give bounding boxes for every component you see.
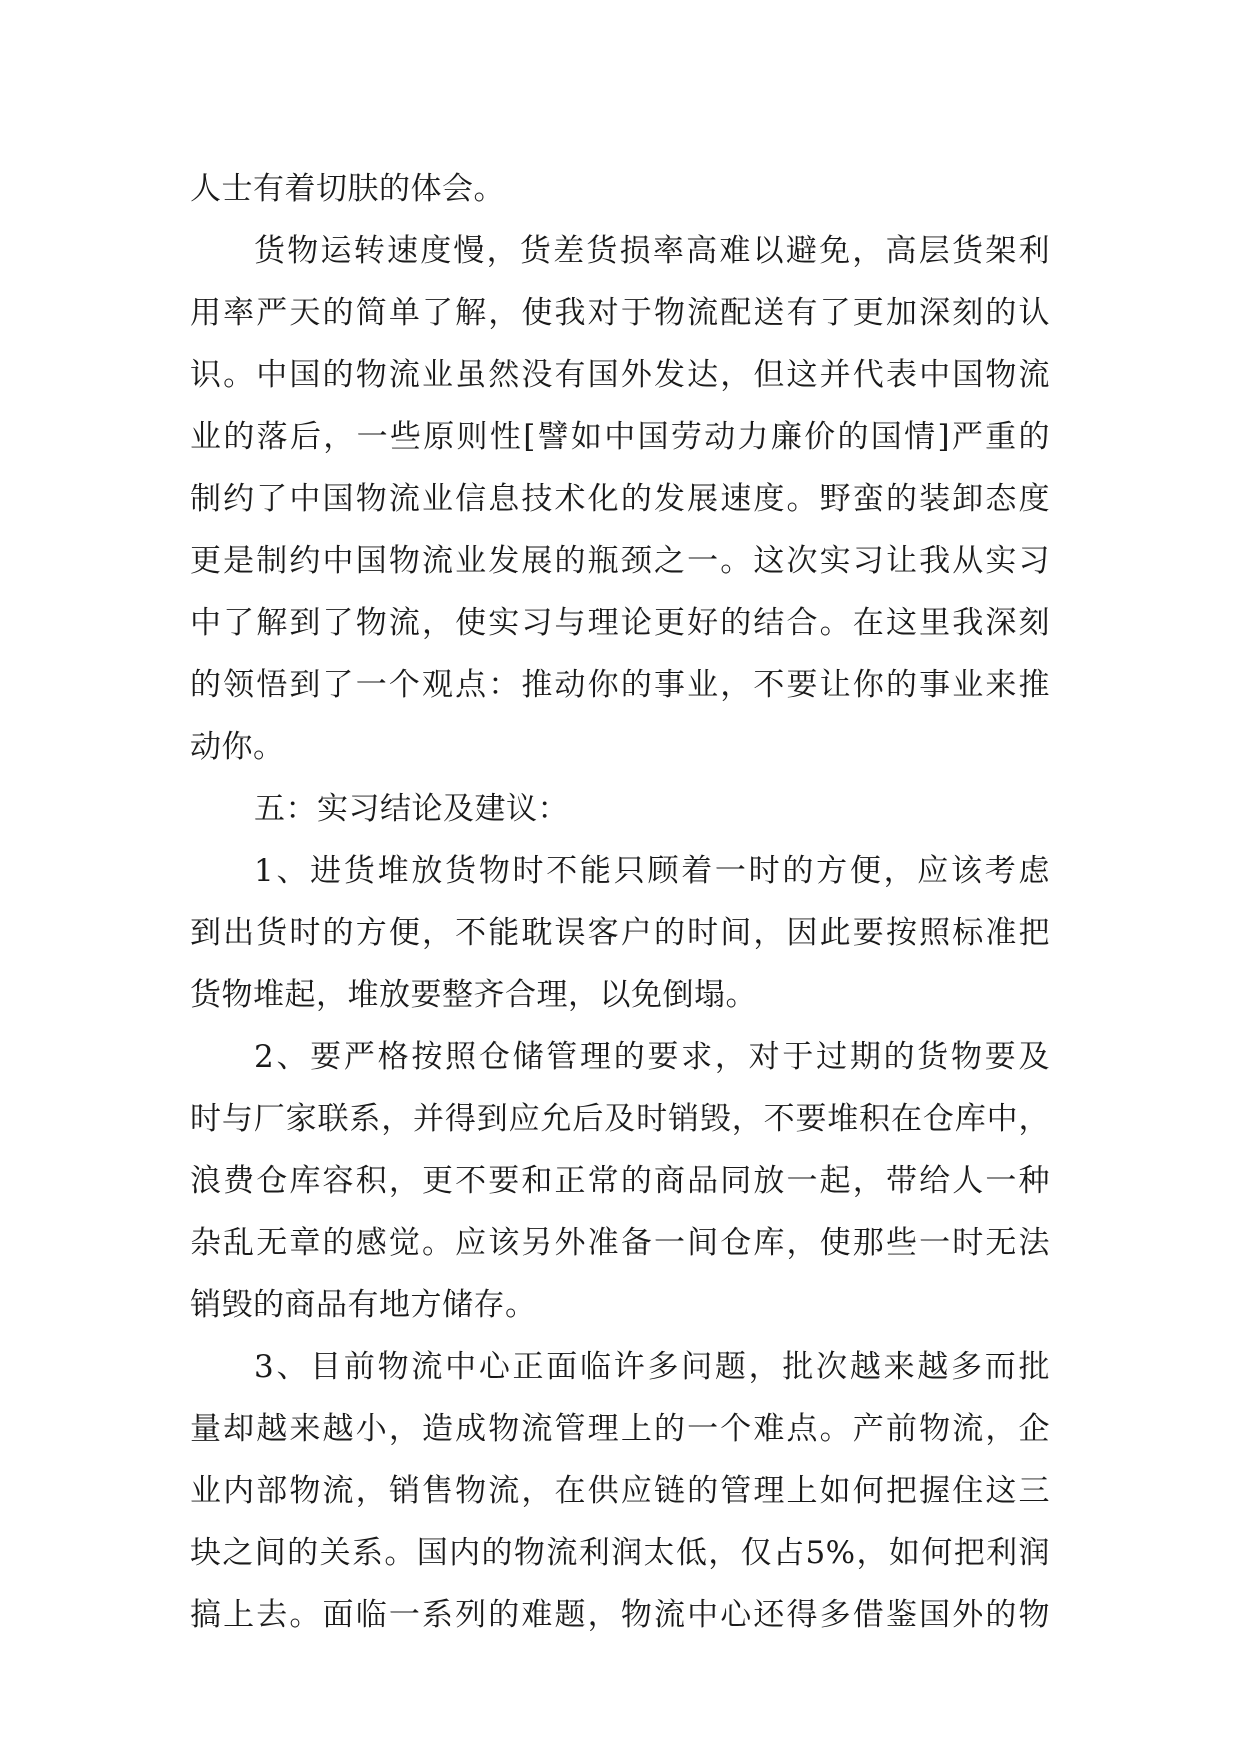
text-line: 中了解到了物流，使实习与理论更好的结合。在这里我深刻 xyxy=(190,605,1050,641)
body-text xyxy=(190,158,1050,1646)
text-line: 货物运转速度慢，货差货损率高难以避免，高层货架利 xyxy=(254,233,1050,269)
text-line: 1、进货堆放货物时不能只顾着一时的方便，应该考虑 xyxy=(254,853,1050,889)
text-line: 块之间的关系。国内的物流利润太低，仅占5%，如何把利润 xyxy=(190,1535,1050,1571)
text-line: 3、目前物流中心正面临许多问题，批次越来越多而批 xyxy=(254,1349,1050,1385)
text-line: 用率严天的简单了解，使我对于物流配送有了更加深刻的认 xyxy=(190,295,1050,331)
text-line: 人士有着切肤的体会。 xyxy=(190,171,505,207)
text-line: 制约了中国物流业信息技术化的发展速度。野蛮的装卸态度 xyxy=(190,481,1050,517)
text-line: 搞上去。面临一系列的难题，物流中心还得多借鉴国外的物 xyxy=(190,1597,1050,1633)
text-line: 量却越来越小，造成物流管理上的一个难点。产前物流，企 xyxy=(190,1411,1050,1447)
text-line: 浪费仓库容积，更不要和正常的商品同放一起，带给人一种 xyxy=(190,1163,1050,1199)
section-heading: 五：实习结论及建议： xyxy=(254,791,569,827)
text-line: 到出货时的方便，不能耽误客户的时间，因此要按照标准把 xyxy=(190,915,1050,951)
text-line: 识。中国的物流业虽然没有国外发达，但这并代表中国物流 xyxy=(190,357,1050,393)
text-line: 业内部物流，销售物流，在供应链的管理上如何把握住这三 xyxy=(190,1473,1050,1509)
text-line: 销毁的商品有地方储存。 xyxy=(190,1287,537,1323)
text-line: 杂乱无章的感觉。应该另外准备一间仓库，使那些一时无法 xyxy=(190,1225,1050,1261)
text-line: 动你。 xyxy=(190,729,285,765)
text-line: 更是制约中国物流业发展的瓶颈之一。这次实习让我从实习 xyxy=(190,543,1050,579)
text-line: 货物堆起，堆放要整齐合理，以免倒塌。 xyxy=(190,977,757,1013)
text-line: 业的落后，一些原则性[譬如中国劳动力廉价的国情]严重的 xyxy=(190,419,1050,455)
text-line: 时与厂家联系，并得到应允后及时销毁，不要堆积在仓库中， xyxy=(190,1101,1050,1137)
text-line: 的领悟到了一个观点：推动你的事业，不要让你的事业来推 xyxy=(190,667,1050,703)
text-line: 2、要严格按照仓储管理的要求，对于过期的货物要及 xyxy=(254,1039,1050,1075)
